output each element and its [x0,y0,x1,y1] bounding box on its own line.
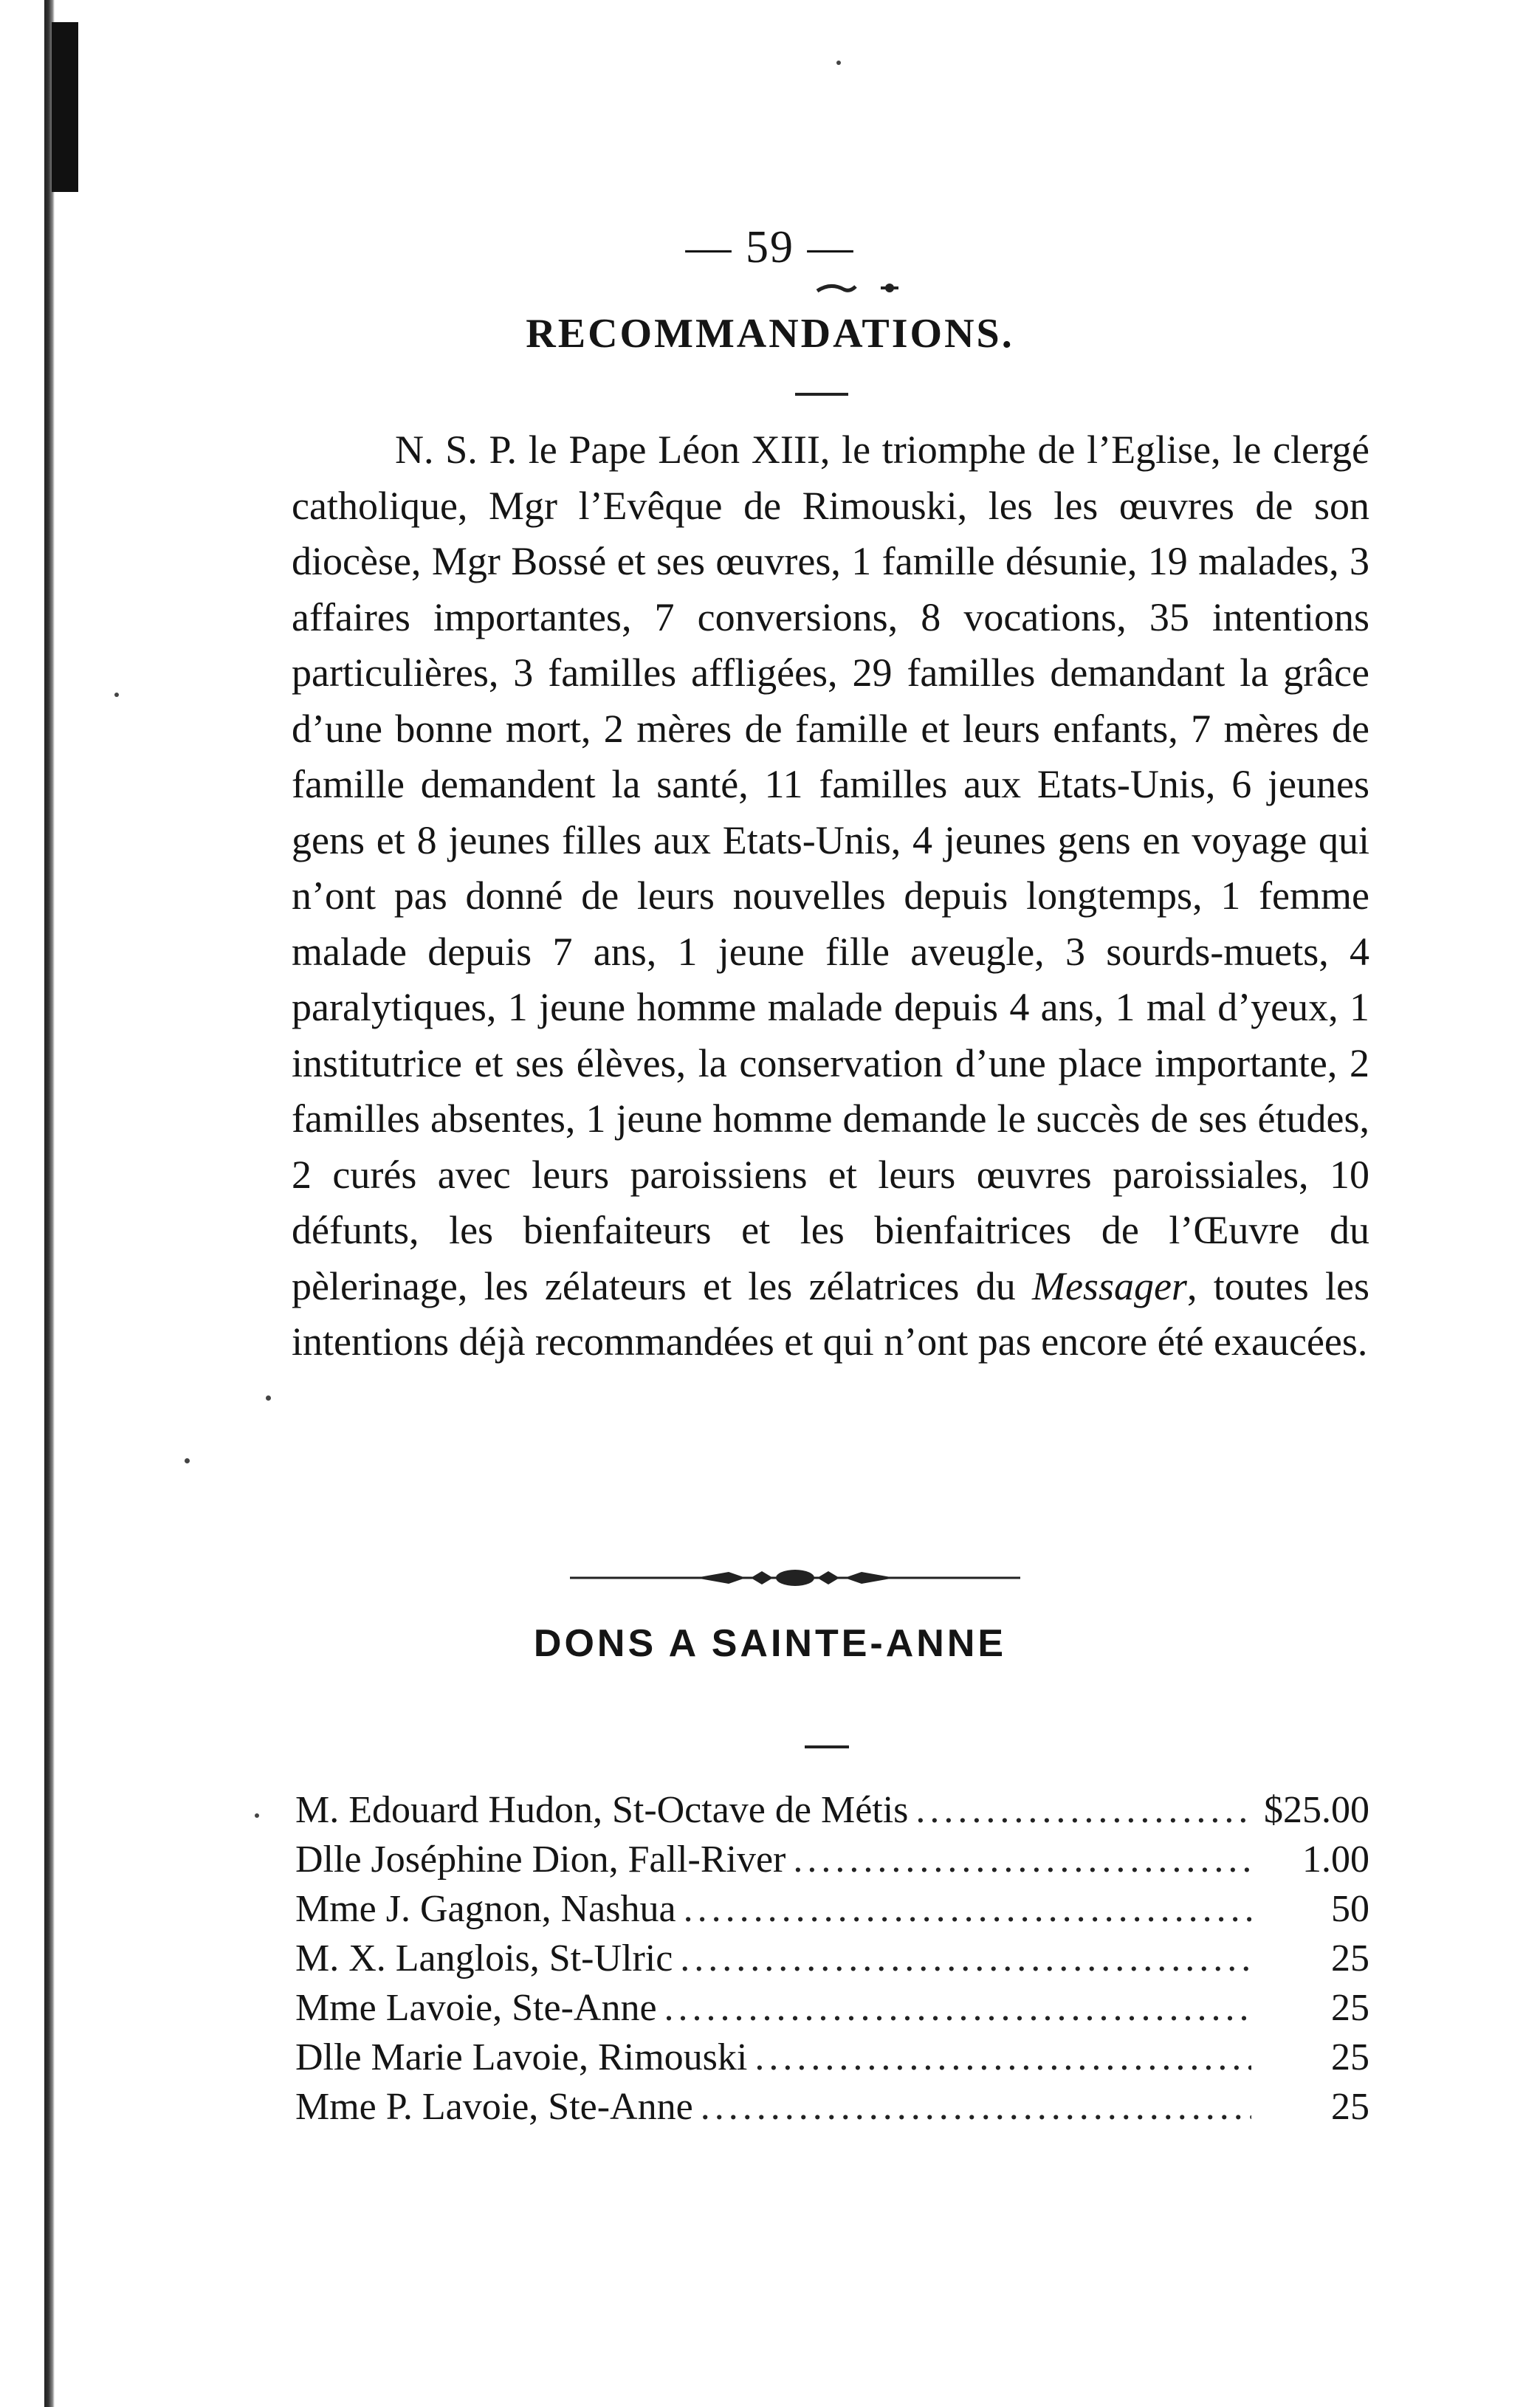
donor-name: Mme P. Lavoie, Ste-Anne [295,2086,693,2128]
dot-leader [793,1835,1251,1884]
donation-amount: 25 [1331,2086,1369,2128]
divider-ornament-icon [570,1567,1020,1589]
dot-leader [754,2033,1251,2082]
dot-leader [684,1884,1251,1934]
scan-speck [836,61,841,65]
messager-title: Messager [1031,1263,1187,1308]
list-item [295,1884,1369,1934]
list-item [295,1934,1369,1983]
title-rule [805,1745,849,1748]
list-item [295,1983,1369,2033]
list-item [295,1835,1369,1884]
page-number: — 59 — [685,222,855,272]
scan-speck [255,1813,259,1818]
donation-amount: 50 [1331,1888,1369,1930]
donor-name: Mme J. Gagnon, Nashua [295,1888,676,1930]
donation-amount: $25.00 [1264,1789,1369,1831]
donation-amount: 25 [1331,2036,1369,2078]
donor-name: Dlle Marie Lavoie, Rimouski [295,2036,748,2078]
list-item [295,2082,1369,2132]
page-binding-mark [52,22,78,192]
page-binding-edge [44,0,55,2407]
donor-name: Dlle Joséphine Dion, Fall-River [295,1838,786,1881]
donor-name: Mme Lavoie, Ste-Anne [295,1987,657,2029]
donations-title: DONS A SAINTE-ANNE [533,1622,1007,1665]
scan-speck [114,693,119,697]
dot-leader [680,1934,1251,1983]
donation-amount: 25 [1331,1987,1369,2029]
recommendations-text: N. S. P. le Pape Léon XIII, le triomphe de l’Eglise, le clergé catholique, Mgr l’Evêque de Rimouski, les les œuvres de son diocèse, Mgr Bossé et ses œuvres, 1 famille désunie, 19 malades, 3 affaires importantes, 7 conversions, 8 vocations, 35 intentions particulières, 3 familles affligées, 29 familles demandant la grâce d’une bonne mort, 2 mères de famille et leurs enfants, 7 mères de famille demandent la santé, 11 familles aux Etats-Unis, 6 jeunes gens et 8 jeunes filles aux Etats-Unis, 4 jeunes gens en voyage qui n’ont pas donné de leurs nouvelles depuis longtemps, 1 femme malade depuis 7 ans, 1 jeune fille aveugle, 3 sourds-muets, 4 paralytiques, 1 jeune homme malade depuis 4 ans, 1 mal d’yeux, 1 institutrice et ses élèves, la conservation d’une place importante, 2 familles absentes, 1 jeune homme demande le succès de ses études, 2 curés avec leurs paroissiens et leurs œuvres paroissiales, 10 défunts, les bienfaiteurs et les bienfaitrices de l’Œuvre du pèlerinage, les zélateurs et les zélatrices du [292,428,1369,1308]
recommendations-title: RECOMMANDATIONS. [526,311,1014,357]
recommendations-tail: , toutes les intentions déjà recommandées et qui n’ont pas encore été exaucées. [292,1263,1369,1364]
dot-leader [915,1785,1251,1835]
scan-speck [266,1395,271,1401]
list-item [295,1785,1369,1835]
donations-list [295,1785,1369,2132]
scan-speck [185,1458,190,1463]
recommendations-paragraph [292,422,1369,1370]
donation-amount: 25 [1331,1937,1369,1979]
dot-leader [701,2082,1251,2132]
dot-leader [664,1983,1251,2033]
donation-amount: 1.00 [1302,1838,1369,1881]
donor-name: M. X. Langlois, St-Ulric [295,1937,673,1979]
donor-name: M. Edouard Hudon, St-Octave de Métis [295,1789,909,1831]
list-item [295,2033,1369,2082]
small-ornament-icon [816,279,919,295]
title-rule [795,393,848,396]
